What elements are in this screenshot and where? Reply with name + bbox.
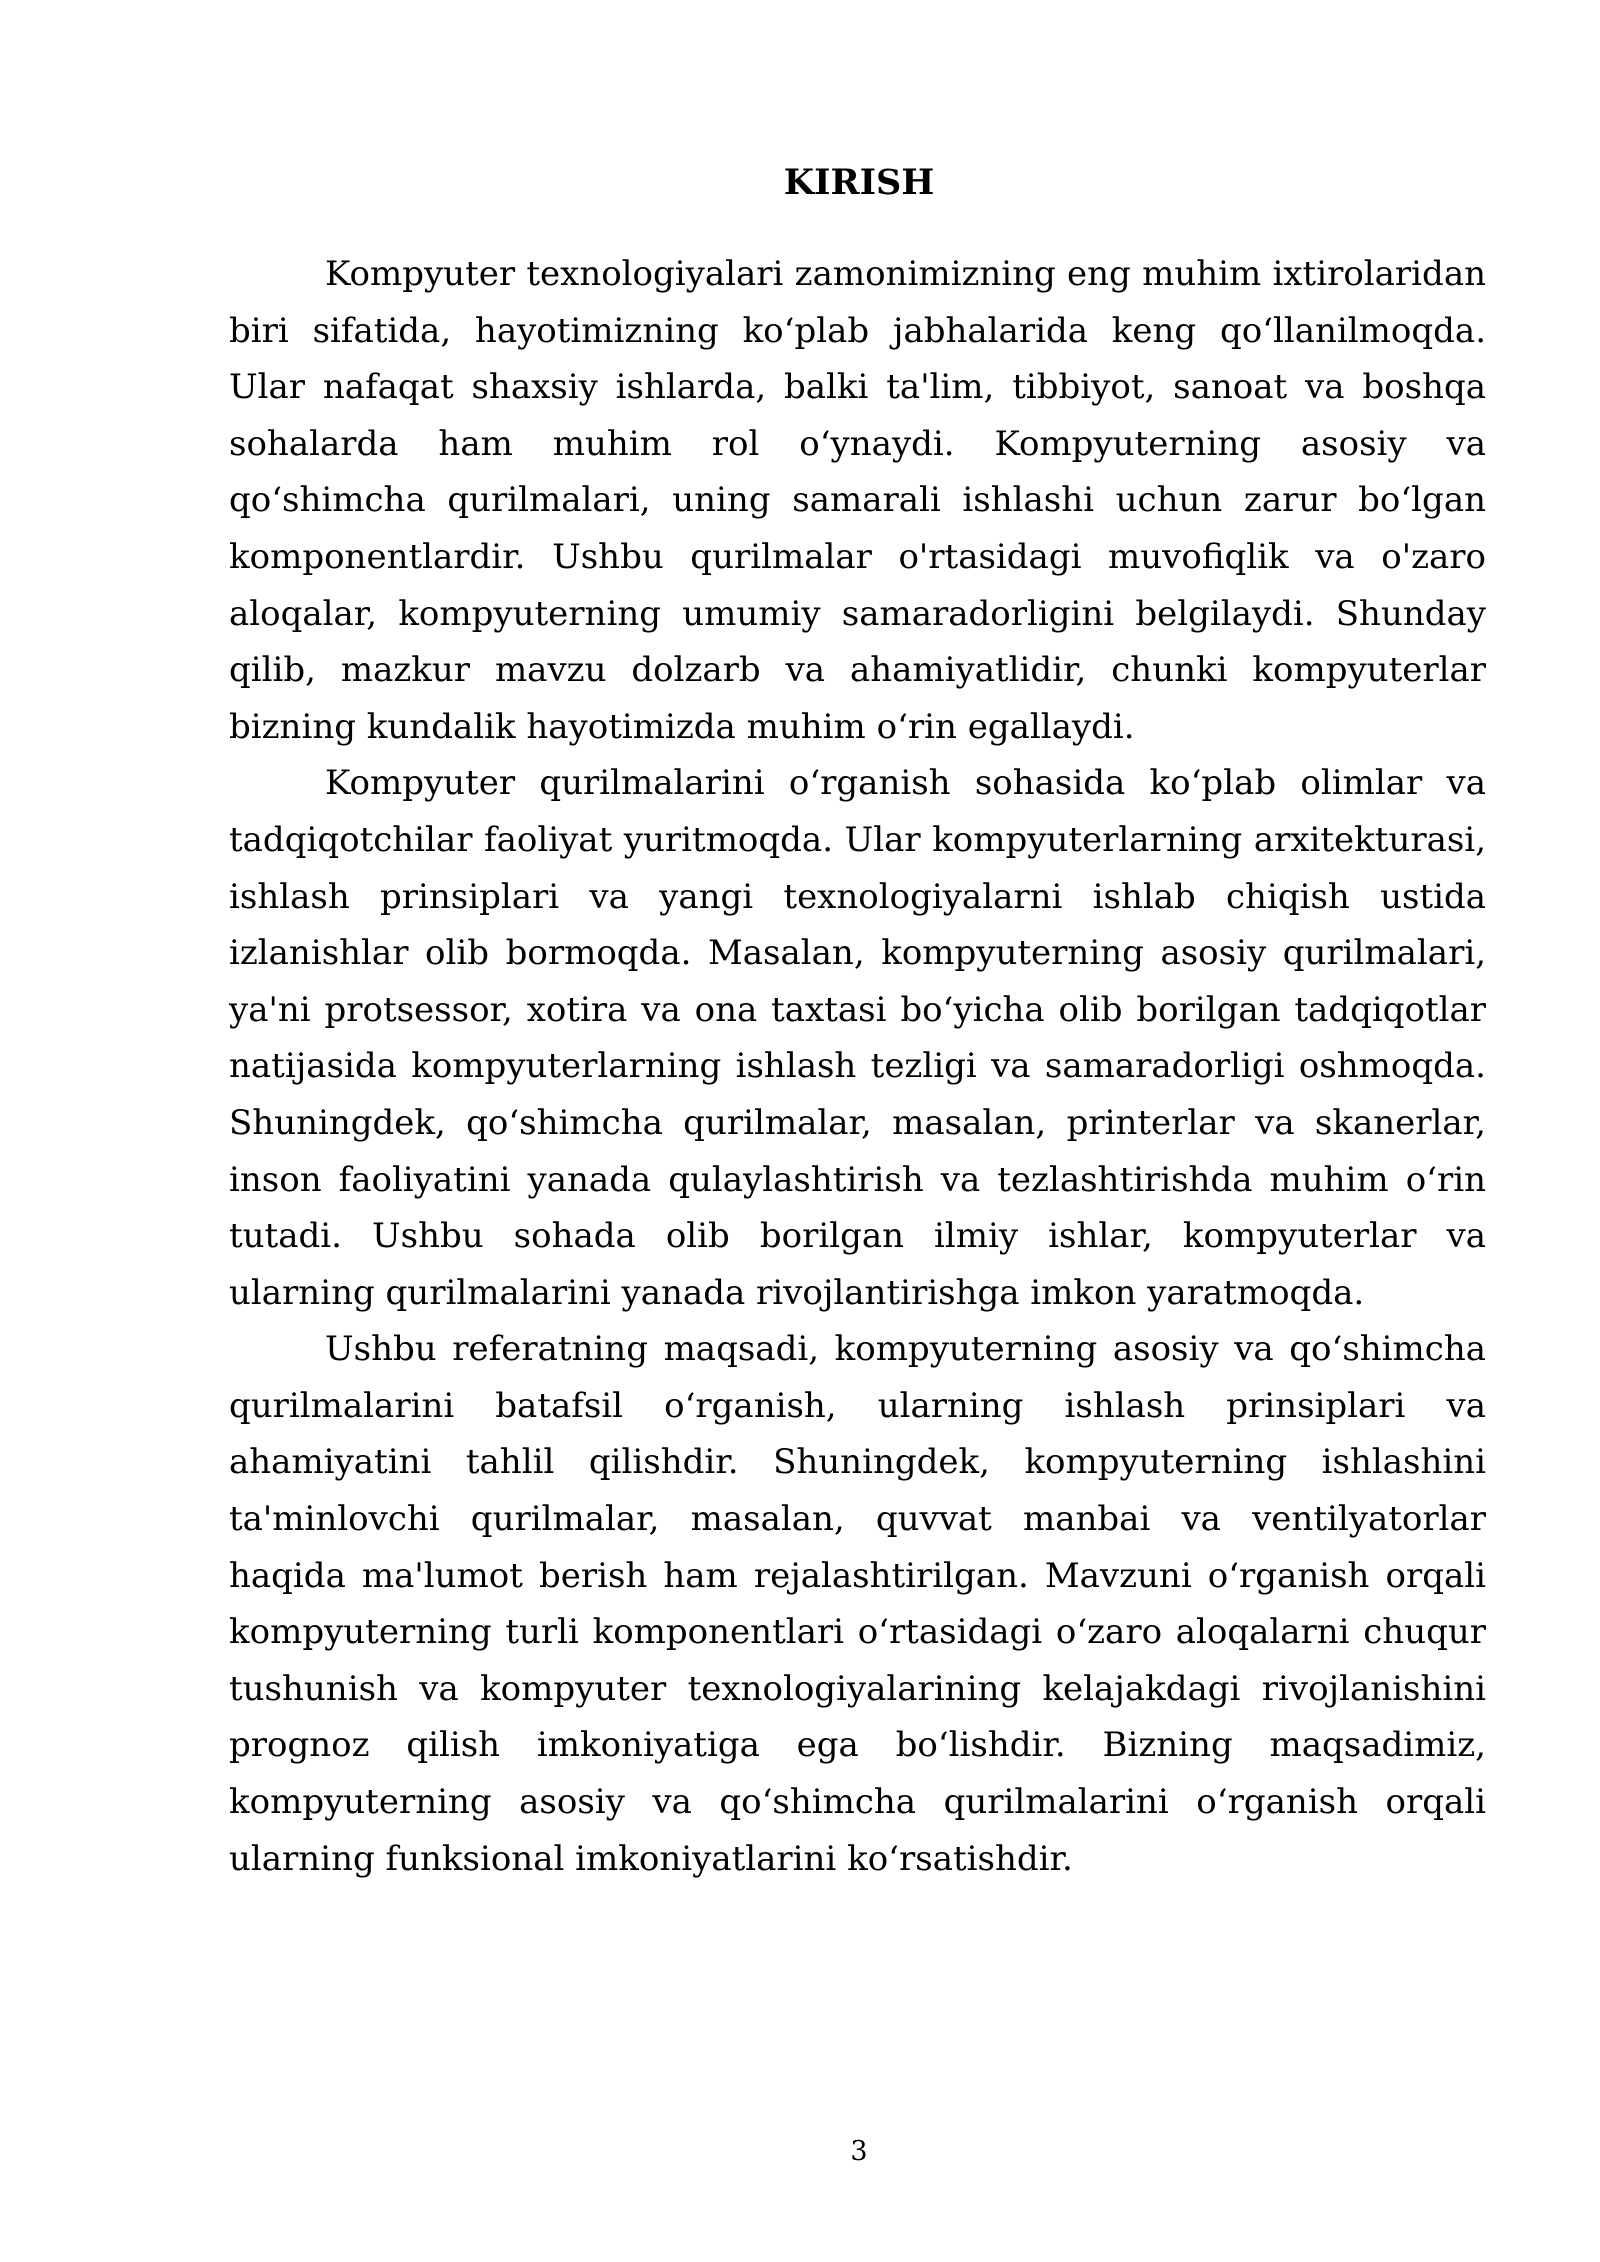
body-text xyxy=(229,246,1486,1887)
paragraph-research: Kompyuter qurilmalarini o‘rganish sohasida ko‘plab olimlar va tadqiqotchilar faoliyat yuritmoqda. Ular kompyuterlarning arxitekturasi, ishlash prinsiplari va yangi texnologiyalarni ishlab chiqish ustida izlanishlar olib bormoqda. Masalan, kompyuterning asosiy qurilmalari, ya'ni protsessor, xotira va ona taxtasi bo‘yicha olib borilgan tadqiqotlar natijasida kompyuterlarning ishlash tezligi va samaradorligi oshmoqda. Shuningdek, qo‘shimcha qurilmalar, masalan, printerlar va skanerlar, inson faoliyatini yanada qulaylashtirish va tezlashtirishda muhim o‘rin tutadi. Ushbu sohada olib borilgan ilmiy ishlar, kompyuterlar va ularning qurilmalarini yanada rivojlantirishga imkon yaratmoqda. xyxy=(229,763,1486,1313)
page-number: 3 xyxy=(850,2136,868,2167)
section-heading: KIRISH xyxy=(783,162,935,203)
paragraph-intro: Kompyuter texnologiyalari zamonimizning eng muhim ixtirolaridan biri sifatida, hayotimizning ko‘plab jabhalarida keng qo‘llanilmoqda. Ular nafaqat shaxsiy ishlarda, balki ta'lim, tibbiyot, sanoat va boshqa sohalarda ham muhim rol o‘ynaydi. Kompyuterning asosiy va qo‘shimcha qurilmalari, uning samarali ishlashi uchun zarur bo‘lgan komponentlardir. Ushbu qurilmalar o'rtasidagi muvofiqlik va o'zaro aloqalar, kompyuterning umumiy samaradorligini belgilaydi. Shunday qilib, mazkur mavzu dolzarb va ahamiyatlidir, chunki kompyuterlar bizning kundalik hayotimizda muhim o‘rin egallaydi. xyxy=(229,254,1486,747)
paragraph-purpose: Ushbu referatning maqsadi, kompyuterning asosiy va qo‘shimcha qurilmalarini batafsil o‘rganish, ularning ishlash prinsiplari va ahamiyatini tahlil qilishdir. Shuningdek, kompyuterning ishlashini ta'minlovchi qurilmalar, masalan, quvvat manbai va ventilyatorlar haqida ma'lumot berish ham rejalashtirilgan. Mavzuni o‘rganish orqali kompyuterning turli komponentlari o‘rtasidagi o‘zaro aloqalarni chuqur tushunish va kompyuter texnologiyalarining kelajakdagi rivojlanishini prognoz qilish imkoniyatiga ega bo‘lishdir. Bizning maqsadimiz, kompyuterning asosiy va qo‘shimcha qurilmalarini o‘rganish orqali ularning funksional imkoniyatlarini ko‘rsatishdir. xyxy=(229,1329,1486,1879)
